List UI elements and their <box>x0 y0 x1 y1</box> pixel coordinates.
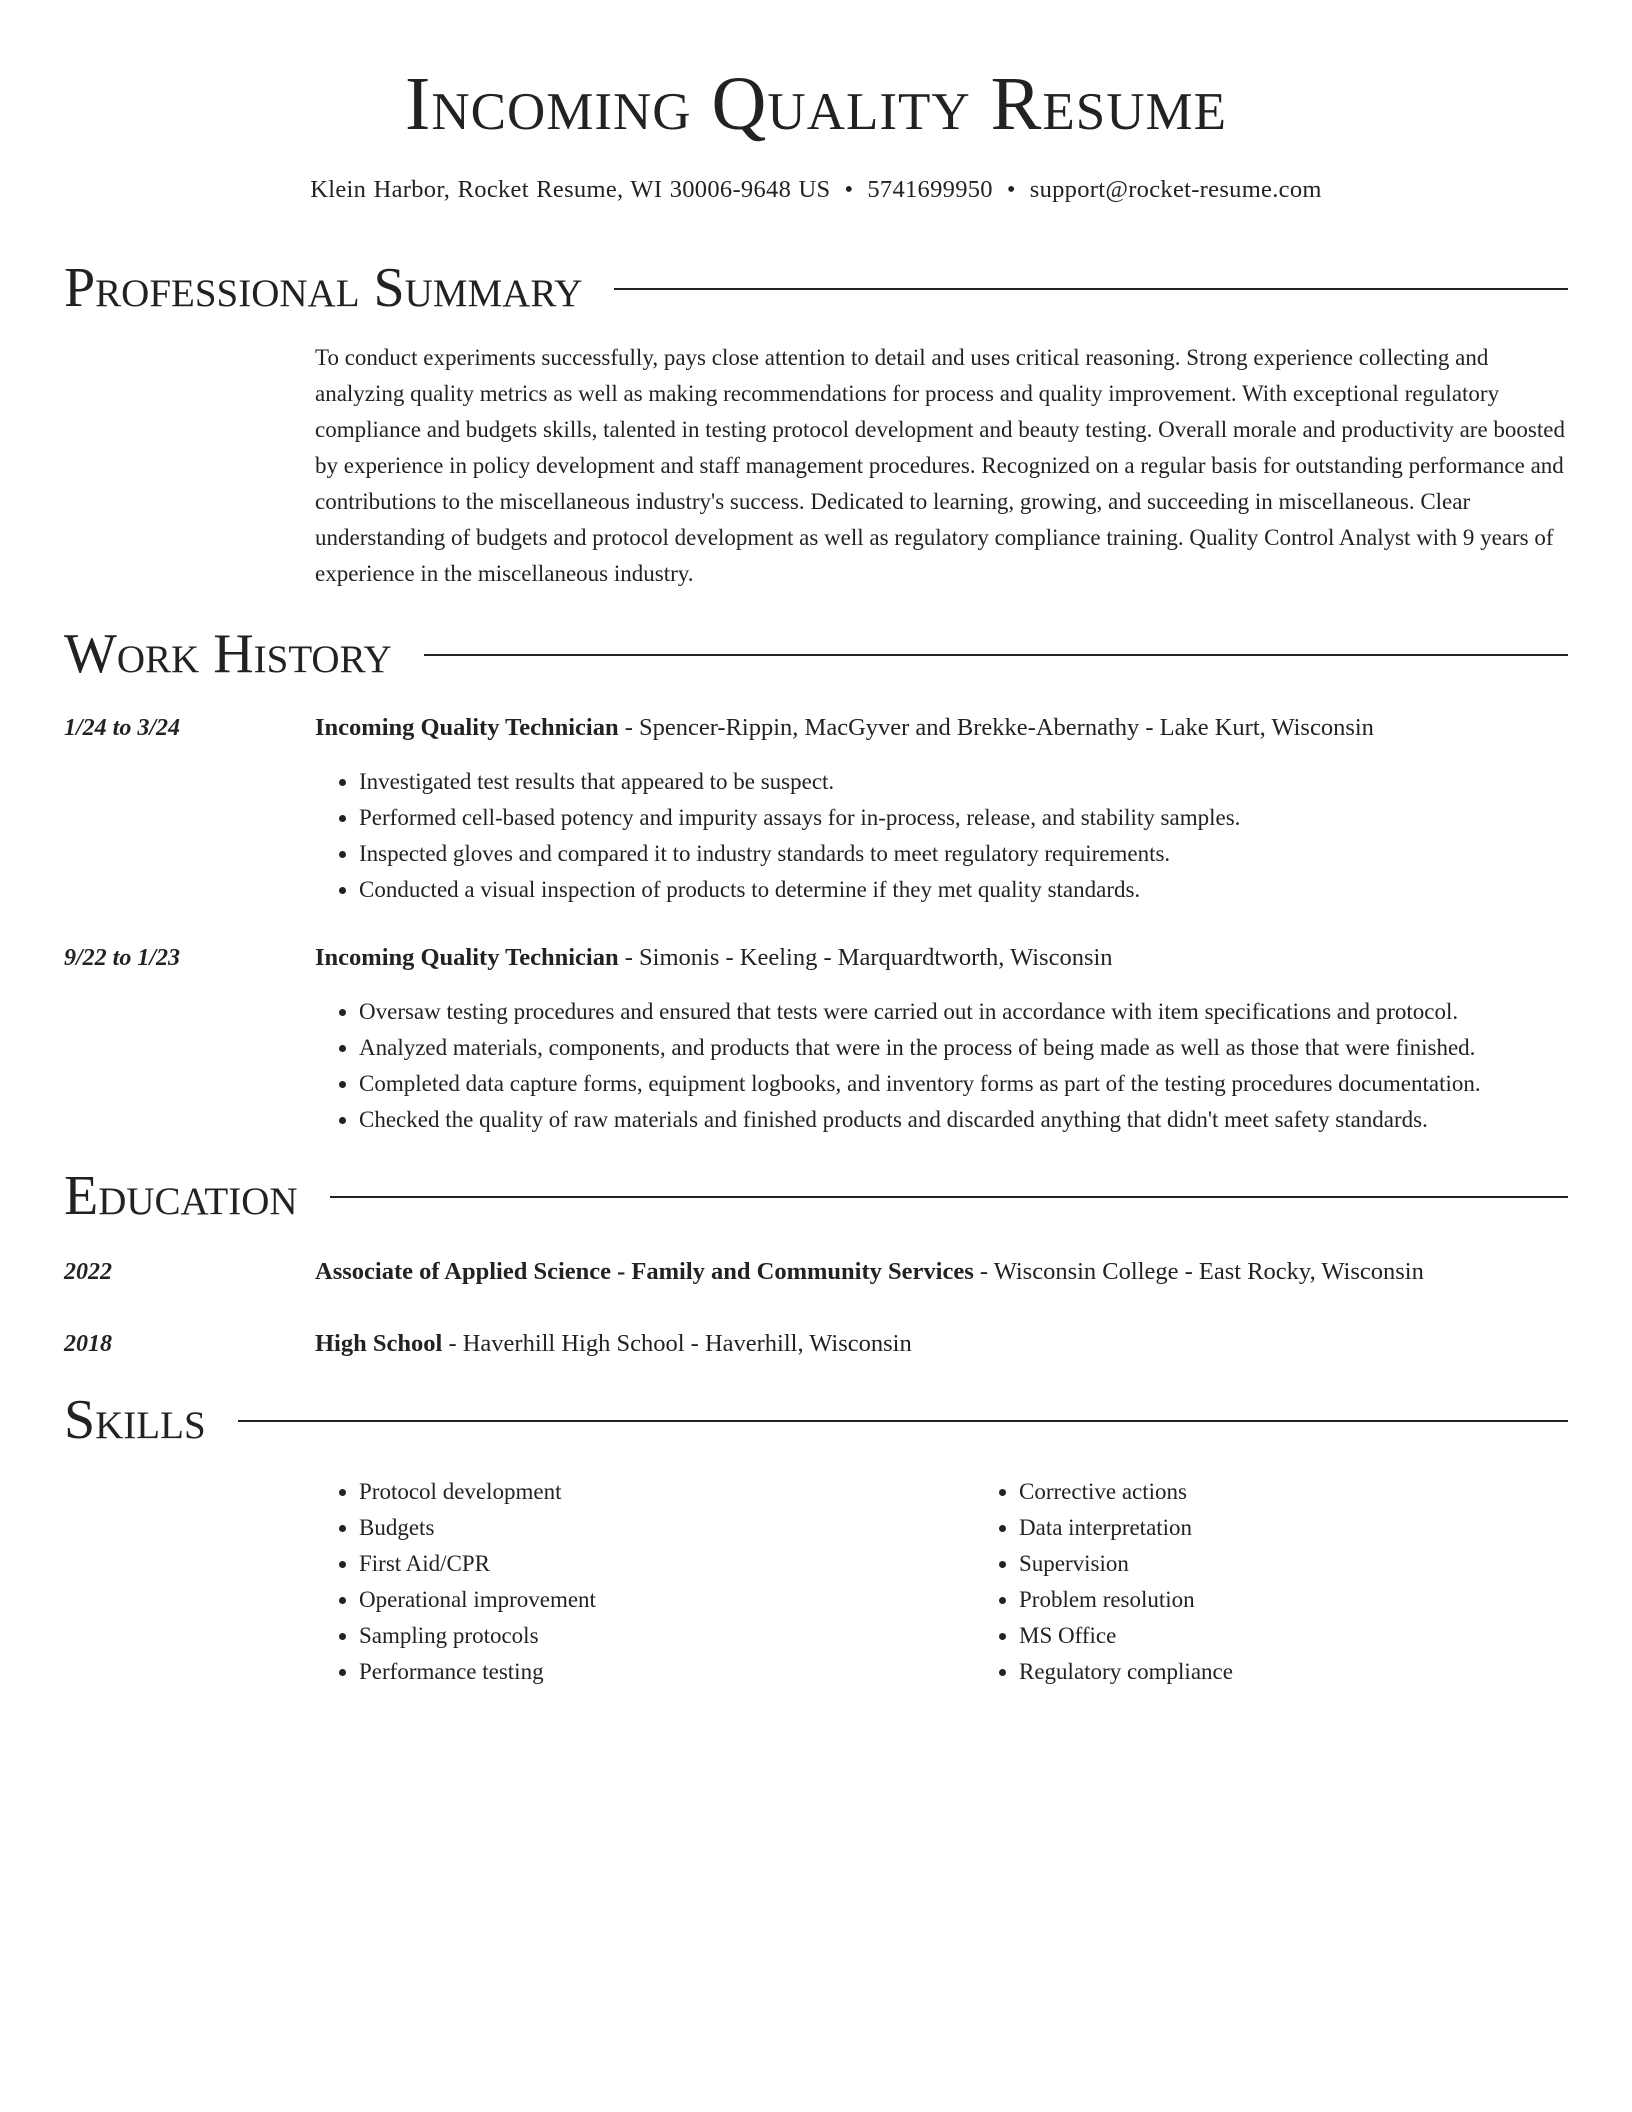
list-item: • Conducted a visual inspection of products to determine if they met quality standards. <box>359 872 1568 908</box>
job-duties <box>315 764 1568 908</box>
skills-column-2 <box>975 1474 1568 1690</box>
education-entry <box>64 1326 1568 1362</box>
list-item: • Completed data capture forms, equipment logbooks, and inventory forms as part of the testing procedures documentation. <box>359 1066 1568 1102</box>
skill-item: • Corrective actions <box>1019 1474 1568 1510</box>
job-employer: - Spencer-Rippin, MacGyver and Brekke-Abernathy - Lake Kurt, Wisconsin <box>618 714 1374 741</box>
job-duties <box>315 994 1568 1138</box>
education-degree: High School <box>315 1330 443 1357</box>
resume-title: Incoming Quality Resume <box>405 62 1227 146</box>
skill-item: • Data interpretation <box>1019 1510 1568 1546</box>
education-line <box>315 1254 1568 1290</box>
skills-section-header <box>64 1389 1568 1451</box>
list-item: • Oversaw testing procedures and ensured that tests were carried out in accordance with item specifications and protocol. <box>359 994 1568 1030</box>
skill-item: • Performance testing <box>359 1654 975 1690</box>
job-role: Incoming Quality Technician <box>315 944 619 971</box>
skills-grid <box>315 1474 1568 1690</box>
skills-row <box>64 1448 1568 1690</box>
contact-address: Klein Harbor, Rocket Resume, WI 30006-9648 US <box>310 176 831 203</box>
skill-item: • Budgets <box>359 1510 975 1546</box>
skill-item: • Protocol development <box>359 1474 975 1510</box>
job-role: Incoming Quality Technician <box>315 714 619 741</box>
work-heading: Work History <box>64 623 392 685</box>
list-item: • Investigated test results that appeared to be suspect. <box>359 764 1568 800</box>
list-item: • Performed cell-based potency and impurity assays for in-process, release, and stability samples. <box>359 800 1568 836</box>
education-year: 2018 <box>64 1331 112 1357</box>
skill-item: • Operational improvement <box>359 1582 975 1618</box>
summary-heading: Professional Summary <box>64 257 583 319</box>
job-dates: 1/24 to 3/24 <box>64 715 181 741</box>
education-entry <box>64 1254 1568 1290</box>
skill-item: • First Aid/CPR <box>359 1546 975 1582</box>
skill-item: • Sampling protocols <box>359 1618 975 1654</box>
section-divider <box>614 288 1568 290</box>
list-item: • Checked the quality of raw materials and finished products and discarded anything that didn't meet safety standards. <box>359 1102 1568 1138</box>
education-section-header <box>64 1165 1568 1227</box>
job-title-line <box>315 940 1568 976</box>
job-employer: - Simonis - Keeling - Marquardtworth, Wisconsin <box>618 944 1113 971</box>
summary-spacer <box>64 316 315 592</box>
education-school: - Wisconsin College - East Rocky, Wisconsin <box>973 1258 1424 1285</box>
skill-item: • MS Office <box>1019 1618 1568 1654</box>
section-divider <box>330 1196 1568 1198</box>
skills-column-1 <box>315 1474 975 1690</box>
summary-section-header <box>64 257 1568 319</box>
job-entry <box>64 940 1568 1138</box>
education-degree: Associate of Applied Science - Family and Community Services <box>315 1258 974 1285</box>
skill-item: • Regulatory compliance <box>1019 1654 1568 1690</box>
bullet-separator: • <box>844 176 854 203</box>
skills-spacer <box>64 1448 315 1690</box>
skills-heading: Skills <box>64 1389 206 1451</box>
job-entry <box>64 710 1568 908</box>
summary-text: To conduct experiments successfully, pays close attention to detail and uses critical reasoning. Strong experience collecting and analyzing quality metrics as well as making recommendations for process and quality improvement. With exceptional regulatory compliance and budgets skills, talented in testing protocol development and beauty testing. Overall morale and productivity are boosted by experience in policy development and staff management procedures. Recognized on a regular basis for outstanding performance and contributions to the miscellaneous industry's success. Dedicated to learning, growing, and succeeding in miscellaneous. Clear understanding of budgets and protocol development as well as regulatory compliance training. Quality Control Analyst with 9 years of experience in the miscellaneous industry. <box>315 345 1565 586</box>
contact-email: support@rocket-resume.com <box>1029 176 1322 203</box>
bullet-separator: • <box>1006 176 1016 203</box>
list-item: • Inspected gloves and compared it to industry standards to meet regulatory requirements. <box>359 836 1568 872</box>
education-heading: Education <box>64 1165 298 1227</box>
education-year: 2022 <box>64 1259 112 1285</box>
job-title-line <box>315 710 1568 746</box>
education-school: - Haverhill High School - Haverhill, Wisconsin <box>442 1330 912 1357</box>
list-item: • Analyzed materials, components, and products that were in the process of being made as well as those that were finished. <box>359 1030 1568 1066</box>
job-dates: 9/22 to 1/23 <box>64 945 181 971</box>
contact-line <box>64 176 1568 204</box>
work-section-header <box>64 623 1568 685</box>
contact-phone: 5741699950 <box>867 176 993 203</box>
section-divider <box>424 654 1568 656</box>
summary-row <box>64 316 1568 592</box>
skill-item: • Problem resolution <box>1019 1582 1568 1618</box>
section-divider <box>238 1420 1568 1422</box>
skill-item: • Supervision <box>1019 1546 1568 1582</box>
education-line <box>315 1326 1568 1362</box>
